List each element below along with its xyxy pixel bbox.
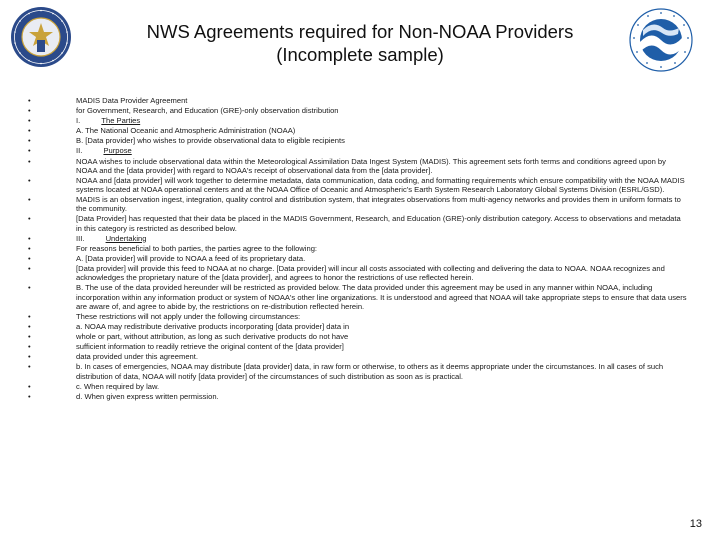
bullet-glyph: • <box>28 233 31 243</box>
bullet-item <box>28 283 688 311</box>
bullet-item <box>28 254 688 263</box>
bullet-item <box>28 126 688 135</box>
bullet-glyph: • <box>28 264 31 274</box>
bullet-glyph: • <box>28 156 31 166</box>
bullet-glyph: • <box>28 243 31 253</box>
bullet-list <box>28 96 688 402</box>
bullet-glyph: • <box>28 362 31 372</box>
bullet-text: c. When required by law. <box>76 381 160 391</box>
bullet-text: whole or part, without attribution, as long as such derivative products do not have <box>76 332 349 342</box>
bullet-glyph: • <box>28 175 31 185</box>
bullet-glyph: • <box>28 253 31 263</box>
bullet-text: These restrictions will not apply under the following circumstances: <box>76 311 301 321</box>
section-number: I. <box>76 116 81 126</box>
bullet-item <box>28 195 688 213</box>
section-heading: The Parties <box>101 116 141 126</box>
bullet-glyph: • <box>28 391 31 401</box>
bullet-text: B. The use of the data provided hereunder will be restricted as provided below. The data provided under this agreement may be used in any manner within NOAA, including incorporation within any information product or system of NOAA's other line organizations. It is understood and agreed that NOAA will take appropriate steps to ensure that data users are aware of, and agree to abide by, the restrictions on re-distribution reflected herein. <box>76 283 687 311</box>
bullet-glyph: • <box>28 126 31 136</box>
bullet-item <box>28 157 688 175</box>
bullet-text: MADIS Data Provider Agreement <box>76 96 188 105</box>
bullet-glyph: • <box>28 214 31 224</box>
bullet-item <box>28 332 688 341</box>
bullet-glyph: • <box>28 342 31 352</box>
section-heading: Purpose <box>103 146 132 156</box>
bullet-text: NOAA wishes to include observational data within the Meteorological Assimilation Data Ingest System (MADIS). This agreement sets forth terms and conditions agreed upon by NOAA and the [data provider] with regard to NOAA's receipt of observational data from the [data provider]. <box>76 156 666 175</box>
bullet-glyph: • <box>28 283 31 293</box>
bullet-glyph: • <box>28 136 31 146</box>
bullet-item <box>28 116 688 125</box>
bullet-glyph: • <box>28 146 31 156</box>
section-number: II. <box>76 146 83 156</box>
bullet-text: for Government, Research, and Education (GRE)-only observation distribution <box>76 106 339 116</box>
bullet-glyph: • <box>28 311 31 321</box>
bullet-text: sufficient information to readily retrieve the original content of the [data provider] <box>76 342 344 352</box>
slide-title <box>100 20 620 66</box>
bullet-item <box>28 362 688 380</box>
bullet-item <box>28 96 688 105</box>
noaa-logo-icon <box>629 8 693 72</box>
bullet-item <box>28 214 688 232</box>
bullet-item <box>28 136 688 145</box>
bullet-item <box>28 146 688 155</box>
bullet-glyph: • <box>28 381 31 391</box>
bullet-text: MADIS is an observation ingest, integration, quality control and distribution system, that integrates observations from multi-agency networks and provides them in uniform formats to the community. <box>76 195 681 214</box>
bullet-text: A. The National Oceanic and Atmospheric Administration (NOAA) <box>76 126 296 136</box>
bullet-glyph: • <box>28 195 31 205</box>
bullet-item <box>28 382 688 391</box>
bullet-item <box>28 352 688 361</box>
bullet-text: d. When given express written permission. <box>76 391 219 401</box>
bullet-text: B. [Data provider] who wishes to provide observational data to eligible recipients <box>76 136 345 146</box>
department-of-commerce-seal-icon <box>10 6 72 68</box>
bullet-item <box>28 322 688 331</box>
bullet-text <box>76 116 688 125</box>
bullet-text: b. In cases of emergencies, NOAA may distribute [data provider] data, in raw form or otherwise, to others as it deems appropriate under the circumstances. In all cases of such distribution of data, NOAA will notify [data provider] of the circumstances of such distribution as soon as is practical. <box>76 362 664 381</box>
page-number: 13 <box>689 518 702 530</box>
bullet-glyph: • <box>28 321 31 331</box>
bullet-text: a. NOAA may redistribute derivative products incorporating [data provider] data in <box>76 321 350 331</box>
bullet-glyph: • <box>28 96 31 105</box>
bullet-text: [Data provider] will provide this feed to NOAA at no charge. [Data provider] will incur all costs associated with collecting and delivering the data to NOAA. NOAA recognizes and acknowledges the proprietary nature of the [data provider], and agrees to honor the restrictions of use reflected herein. <box>76 264 665 283</box>
bullet-item <box>28 176 688 194</box>
bullet-text: A. [Data provider] will provide to NOAA a feed of its proprietary data. <box>76 253 306 263</box>
section-number: III. <box>76 233 85 243</box>
bullet-text <box>76 146 688 155</box>
bullet-item <box>28 244 688 253</box>
bullet-item <box>28 342 688 351</box>
bullet-item <box>28 392 688 401</box>
bullet-glyph: • <box>28 332 31 342</box>
bullet-glyph: • <box>28 352 31 362</box>
bullet-text: [Data Provider] has requested that their data be placed in the MADIS Government, Research, and Education (GRE)-only distribution category. Access to observations and metadata in this category is restricted as described below. <box>76 214 681 233</box>
title-line-1: NWS Agreements required for Non-NOAA Providers <box>146 21 574 42</box>
bullet-item <box>28 312 688 321</box>
title-line-2: (Incomplete sample) <box>276 44 444 65</box>
section-heading: Undertaking <box>105 233 147 243</box>
bullet-glyph: • <box>28 106 31 116</box>
bullet-text: data provided under this agreement. <box>76 352 199 362</box>
bullet-item <box>28 234 688 243</box>
bullet-text: For reasons beneficial to both parties, the parties agree to the following: <box>76 243 318 253</box>
bullet-text <box>76 234 688 243</box>
bullet-item <box>28 264 688 282</box>
bullet-glyph: • <box>28 116 31 126</box>
bullet-text: NOAA and [data provider] will work together to determine metadata, data communication, data coding, and formatting requirements which ensure compatibility with the NOAA MADIS systems located at NOAA operational centers and at the NOAA Office of Oceanic and Atmospheric's Earth System Research Laboratory Global Systems Division (ESRL/GSD). <box>76 175 685 195</box>
bullet-item <box>28 106 688 115</box>
